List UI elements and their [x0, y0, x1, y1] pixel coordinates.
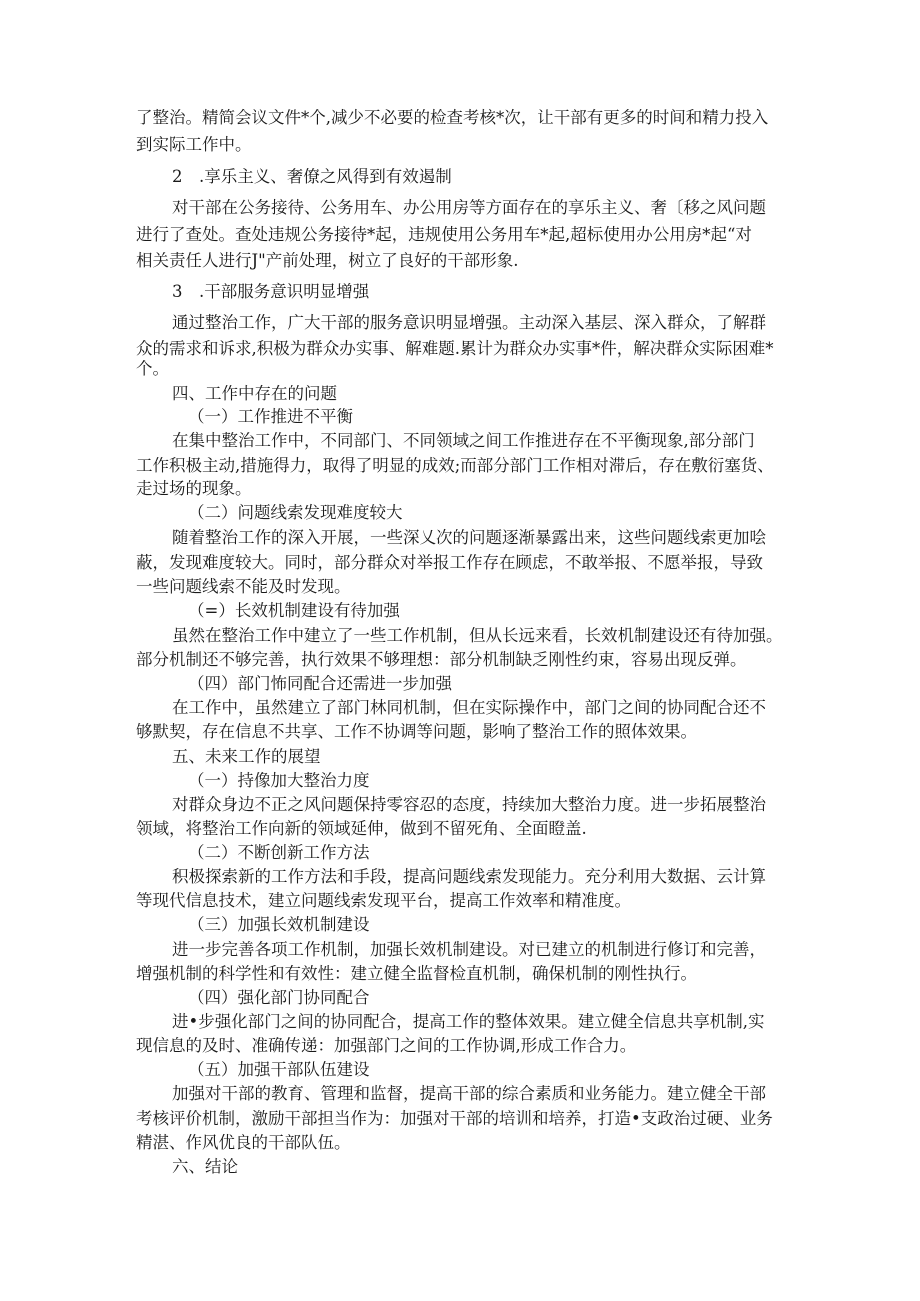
body-text-line: 对干部在公务接待、公务用车、办公用房等方面存在的享乐主义、奢〔移之风问题 [172, 198, 766, 217]
body-text-line: 蔽，发现难度较大。同时，部分群众对举报工作存在顾虑，不敢举报、不愿举报，导致 [136, 553, 763, 572]
section-heading: 2 .享乐主义、奢僚之风得到有效遏制 [172, 167, 452, 186]
body-text-line: 增强机制的科学性和有效性：建立健全监督检直机制，确保机制的刚性执行。 [136, 964, 697, 983]
body-text-line: 个。 [136, 359, 169, 378]
section-heading: 四、工作中存在的问题 [172, 384, 337, 403]
body-text-line: 进•步强化部门之间的协同配合，提高工作的整体效果。建立健全信息共享机制,实 [172, 1012, 765, 1031]
subsection-heading: （=）长效机制建设有待加强 [188, 601, 400, 620]
body-text-line: 工作积极主动,措施得力，取得了明显的成效;而部分部门工作相对滞后，存在敷衍塞货、 [136, 456, 774, 475]
body-text-line: 了整治。精简会议文件*个,减少不必要的检查考核*次，让干部有更多的时间和精力投入 [136, 108, 769, 127]
body-text-line: 众的需求和诉求,积极为群众办实事、解难题.累计为群众办实事*件，解决群众实际困难* [136, 339, 774, 358]
body-text-line: 现信息的及时、准确传递：加强部门之间的工作协调,形成工作合力。 [136, 1036, 637, 1055]
section-heading: 六、结论 [172, 1157, 238, 1176]
body-text-line: 一些问题线索不能及时发现。 [136, 577, 351, 596]
body-text-line: 考核评价机制，激励干部担当作为：加强对干部的培训和培养，打造•支政治过硬、业务 [136, 1109, 773, 1128]
subsection-heading: （四）部门怖同配合还需进一步加强 [188, 674, 452, 693]
body-text-line: 在集中整治工作中，不同部门、不同领域之间工作推进存在不平衡现象,部分部门 [172, 431, 755, 450]
body-text-line: 积极探索新的工作方法和手段，提高问题线索发现能力。充分利用大数据、云计算 [172, 867, 766, 886]
body-text-line: 随着整治工作的深入开展，一些深乂次的问题逐渐暴露出来，这些问题线索更加哙 [172, 528, 766, 547]
body-text-line: 到实际工作中。 [136, 135, 252, 154]
body-text-line: 等现代信息技术，建立问题线索发现平台，提高工作效率和精准度。 [136, 891, 631, 910]
body-text-line: 部分机制还不够完善，执行效果不够理想：部分机制缺乏刚性约束，容易出现反弹。 [136, 650, 747, 669]
subsection-heading: （三）加强长效机制建设 [188, 915, 370, 934]
body-text-line: 相关责任人进行J"产前处理，树立了良好的干部形象. [136, 251, 519, 270]
body-text-line: 走过场的现象。 [136, 479, 252, 498]
section-heading: 3 .干部服务意识明显增强 [172, 282, 370, 301]
subsection-heading: （四）强化部门协同配合 [188, 988, 370, 1007]
subsection-heading: （一）工作推进不平衡 [188, 407, 353, 426]
body-text-line: 虽然在整治工作中建立了一些工作机制，但从长远来看，长效机制建设还有待加强。 [172, 626, 783, 645]
body-text-line: 进行了查处。查处违规公务接待*起，违规使用公务用车*起,超标使用办公用房*起“对 [136, 225, 752, 244]
body-text-line: 在工作中，虽然建立了部门林同机制，但在实际操作中，部门之间的协同配合还不 [172, 698, 766, 717]
body-text-line: 对群众身边不正之风问题保持零容忍的态度，持续加大整治力度。进一步拓展整治 [172, 795, 766, 814]
subsection-heading: （二）问题线索发现难度较大 [188, 503, 403, 522]
subsection-heading: （五）加强干部队伍建设 [188, 1060, 370, 1079]
body-text-line: 加强对干部的教育、管理和监督，提高干部的综合素质和业务能力。建立健全干部 [172, 1084, 766, 1103]
body-text-line: 进一步完善各项工作机制，加强长效机制建设。对已建立的机制进行修订和完善， [172, 940, 766, 959]
body-text-line: 领域，将整治工作向新的领域延伸，做到不留死角、全面瞪盖. [136, 819, 587, 838]
body-text-line: 通过整治工作，广大干部的服务意识明显增强。主动深入基层、深入群众，了解群 [172, 313, 766, 332]
section-heading: 五、未来工作的展望 [172, 747, 321, 766]
subsection-heading: （一）持像加大整治力度 [188, 771, 370, 790]
body-text-line: 精湛、作风优良的干部队伍。 [136, 1133, 351, 1152]
subsection-heading: （二）不断创新工作方法 [188, 843, 370, 862]
body-text-line: 够默契，存在信息不共享、工作不协调等问题，影响了整治工作的照体效果。 [136, 722, 697, 741]
